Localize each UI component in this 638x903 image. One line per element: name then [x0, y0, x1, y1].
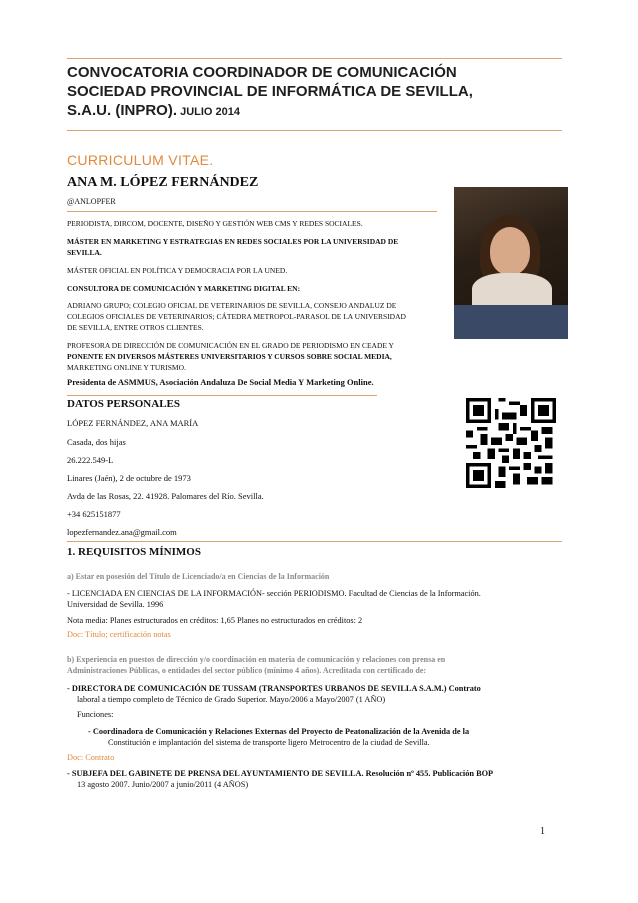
bio-line: PERIODISTA, DIRCOM, DOCENTE, DISEÑO Y GESTIÓN WEB CMS Y REDES SOCIALES.	[67, 219, 363, 228]
bio-line: MARKETING ONLINE Y TURISMO.	[67, 363, 186, 372]
bio-line: DE SEVILLA, ENTRE OTROS CLIENTES.	[67, 323, 204, 332]
degree-line-1: - LICENCIADA EN CIENCIAS DE LA INFORMACIÓN- sección PERIODISMO. Facultad de Ciencias de la Información.	[67, 589, 481, 598]
header-rule	[67, 130, 562, 131]
photo-face	[490, 227, 530, 275]
bio-line: ADRIANO GRUPO; COLEGIO OFICIAL DE VETERINARIOS DE SEVILLA, CONSEJO ANDALUZ DE	[67, 301, 397, 310]
bio-line: CONSULTORA DE COMUNICACIÓN Y MARKETING DIGITAL EN:	[67, 284, 301, 293]
header-line-2: SOCIEDAD PROVINCIAL DE INFORMÁTICA DE SEVILLA,	[67, 83, 473, 100]
job-ayuntamiento-line-1: - SUBJEFA DEL GABINETE DE PRENSA DEL AYUNTAMIENTO DE SEVILLA. Resolución nº 455. Publicación BOP	[67, 769, 494, 778]
bio-line: SEVILLA.	[67, 248, 102, 257]
job-tussam-line-1: - DIRECTORA DE COMUNICACIÓN DE TUSSAM (TRANSPORTES URBANOS DE SEVILLA S.A.M.) Contrato	[67, 684, 481, 693]
qr-code-icon	[466, 398, 556, 488]
bio-presidency: Presidenta de ASMMUS, Asociación Andaluza De Social Media Y Marketing Online.	[67, 377, 374, 387]
twitter-handle: @ANLOPFER	[67, 197, 116, 206]
requirement-b-line-2: Administraciones Públicas, o entidades del sector público (mínimo 4 años). Acreditada con certificado de:	[67, 666, 427, 675]
personal-family: Casada, dos hijas	[67, 437, 126, 447]
job-ayuntamiento-line-2: 13 agosto 2007. Junio/2007 a junio/2011 (4 AÑOS)	[77, 780, 249, 789]
job-tussam-line-2: laboral a tiempo completo de Técnico de Grado Superior. Mayo/2006 a Mayo/2007 (1 AÑO)	[77, 695, 386, 704]
section1-rule	[67, 541, 562, 542]
bio-line: PROFESORA DE DIRECCIÓN DE COMUNICACIÓN EN EL GRADO DE PERIODISMO EN CEADE Y	[67, 341, 394, 350]
section1-title: 1. REQUISITOS MÍNIMOS	[67, 546, 201, 558]
cv-title: CURRICULUM VITAE.	[67, 152, 214, 168]
candidate-name: ANA M. LÓPEZ FERNÁNDEZ	[67, 175, 259, 190]
header-line-3: S.A.U. (INPRO). JULIO 2014	[67, 102, 240, 119]
requirement-b-line-1: b) Experiencia en puestos de dirección y/o coordinación en materia de comunicación y relaciones con prensa en	[67, 655, 446, 664]
personal-data-title: DATOS PERSONALES	[67, 398, 180, 410]
page-number: 1	[540, 826, 545, 837]
bio-line: MÁSTER EN MARKETING Y ESTRATEGIAS EN REDES SOCIALES POR LA UNIVERSIDAD DE	[67, 237, 399, 246]
personal-rule	[67, 395, 377, 396]
personal-birth: Linares (Jaén), 2 de octubre de 1973	[67, 473, 191, 483]
grade-average: Nota media: Planes estructurados en créditos: 1,65 Planes no estructurados en créditos: 2	[67, 616, 363, 625]
top-rule	[67, 58, 562, 59]
photo-desk	[454, 305, 568, 339]
personal-name: LÓPEZ FERNÁNDEZ, ANA MARÍA	[67, 418, 199, 428]
degree-line-2: Universidad de Sevilla. 1996	[67, 600, 164, 609]
functions-label: Funciones:	[77, 710, 114, 719]
document-header	[67, 63, 547, 122]
function-line-1: - Coordinadora de Comunicación y Relaciones Externas del Proyecto de Peatonalización de la Avenida de la	[88, 727, 470, 736]
name-rule	[67, 211, 437, 212]
requirement-a: a) Estar en posesión del Título de Licenciado/a en Ciencias de la Información	[67, 572, 330, 581]
bio-line: MÁSTER OFICIAL EN POLÍTICA Y DEMOCRACIA POR LA UNED.	[67, 266, 288, 275]
doc-title-link[interactable]: Doc: Título; certificación notas	[67, 630, 171, 639]
doc-contract-link[interactable]: Doc: Contrato	[67, 753, 115, 762]
function-line-2: Constitución e implantación del sistema de transporte ligero Metrocentro de la ciudad de Sevilla.	[108, 738, 430, 747]
bio-line: COLEGIOS OFICIALES DE VETERINARIOS; CÁTEDRA METROPOL-PARASOL DE LA UNIVERSIDAD	[67, 312, 406, 321]
personal-email[interactable]: lopezfernandez.ana@gmail.com	[67, 527, 177, 537]
personal-phone: +34 625151877	[67, 509, 121, 519]
personal-dni: 26.222.549-L	[67, 455, 114, 465]
header-line-1: CONVOCATORIA COORDINADOR DE COMUNICACIÓN	[67, 64, 457, 81]
bio-line: PONENTE EN DIVERSOS MÁSTERES UNIVERSITARIOS Y CURSOS SOBRE SOCIAL MEDIA,	[67, 352, 392, 361]
profile-photo	[454, 187, 568, 339]
personal-address: Avda de las Rosas, 22. 41928. Palomares del Río. Sevilla.	[67, 491, 264, 501]
